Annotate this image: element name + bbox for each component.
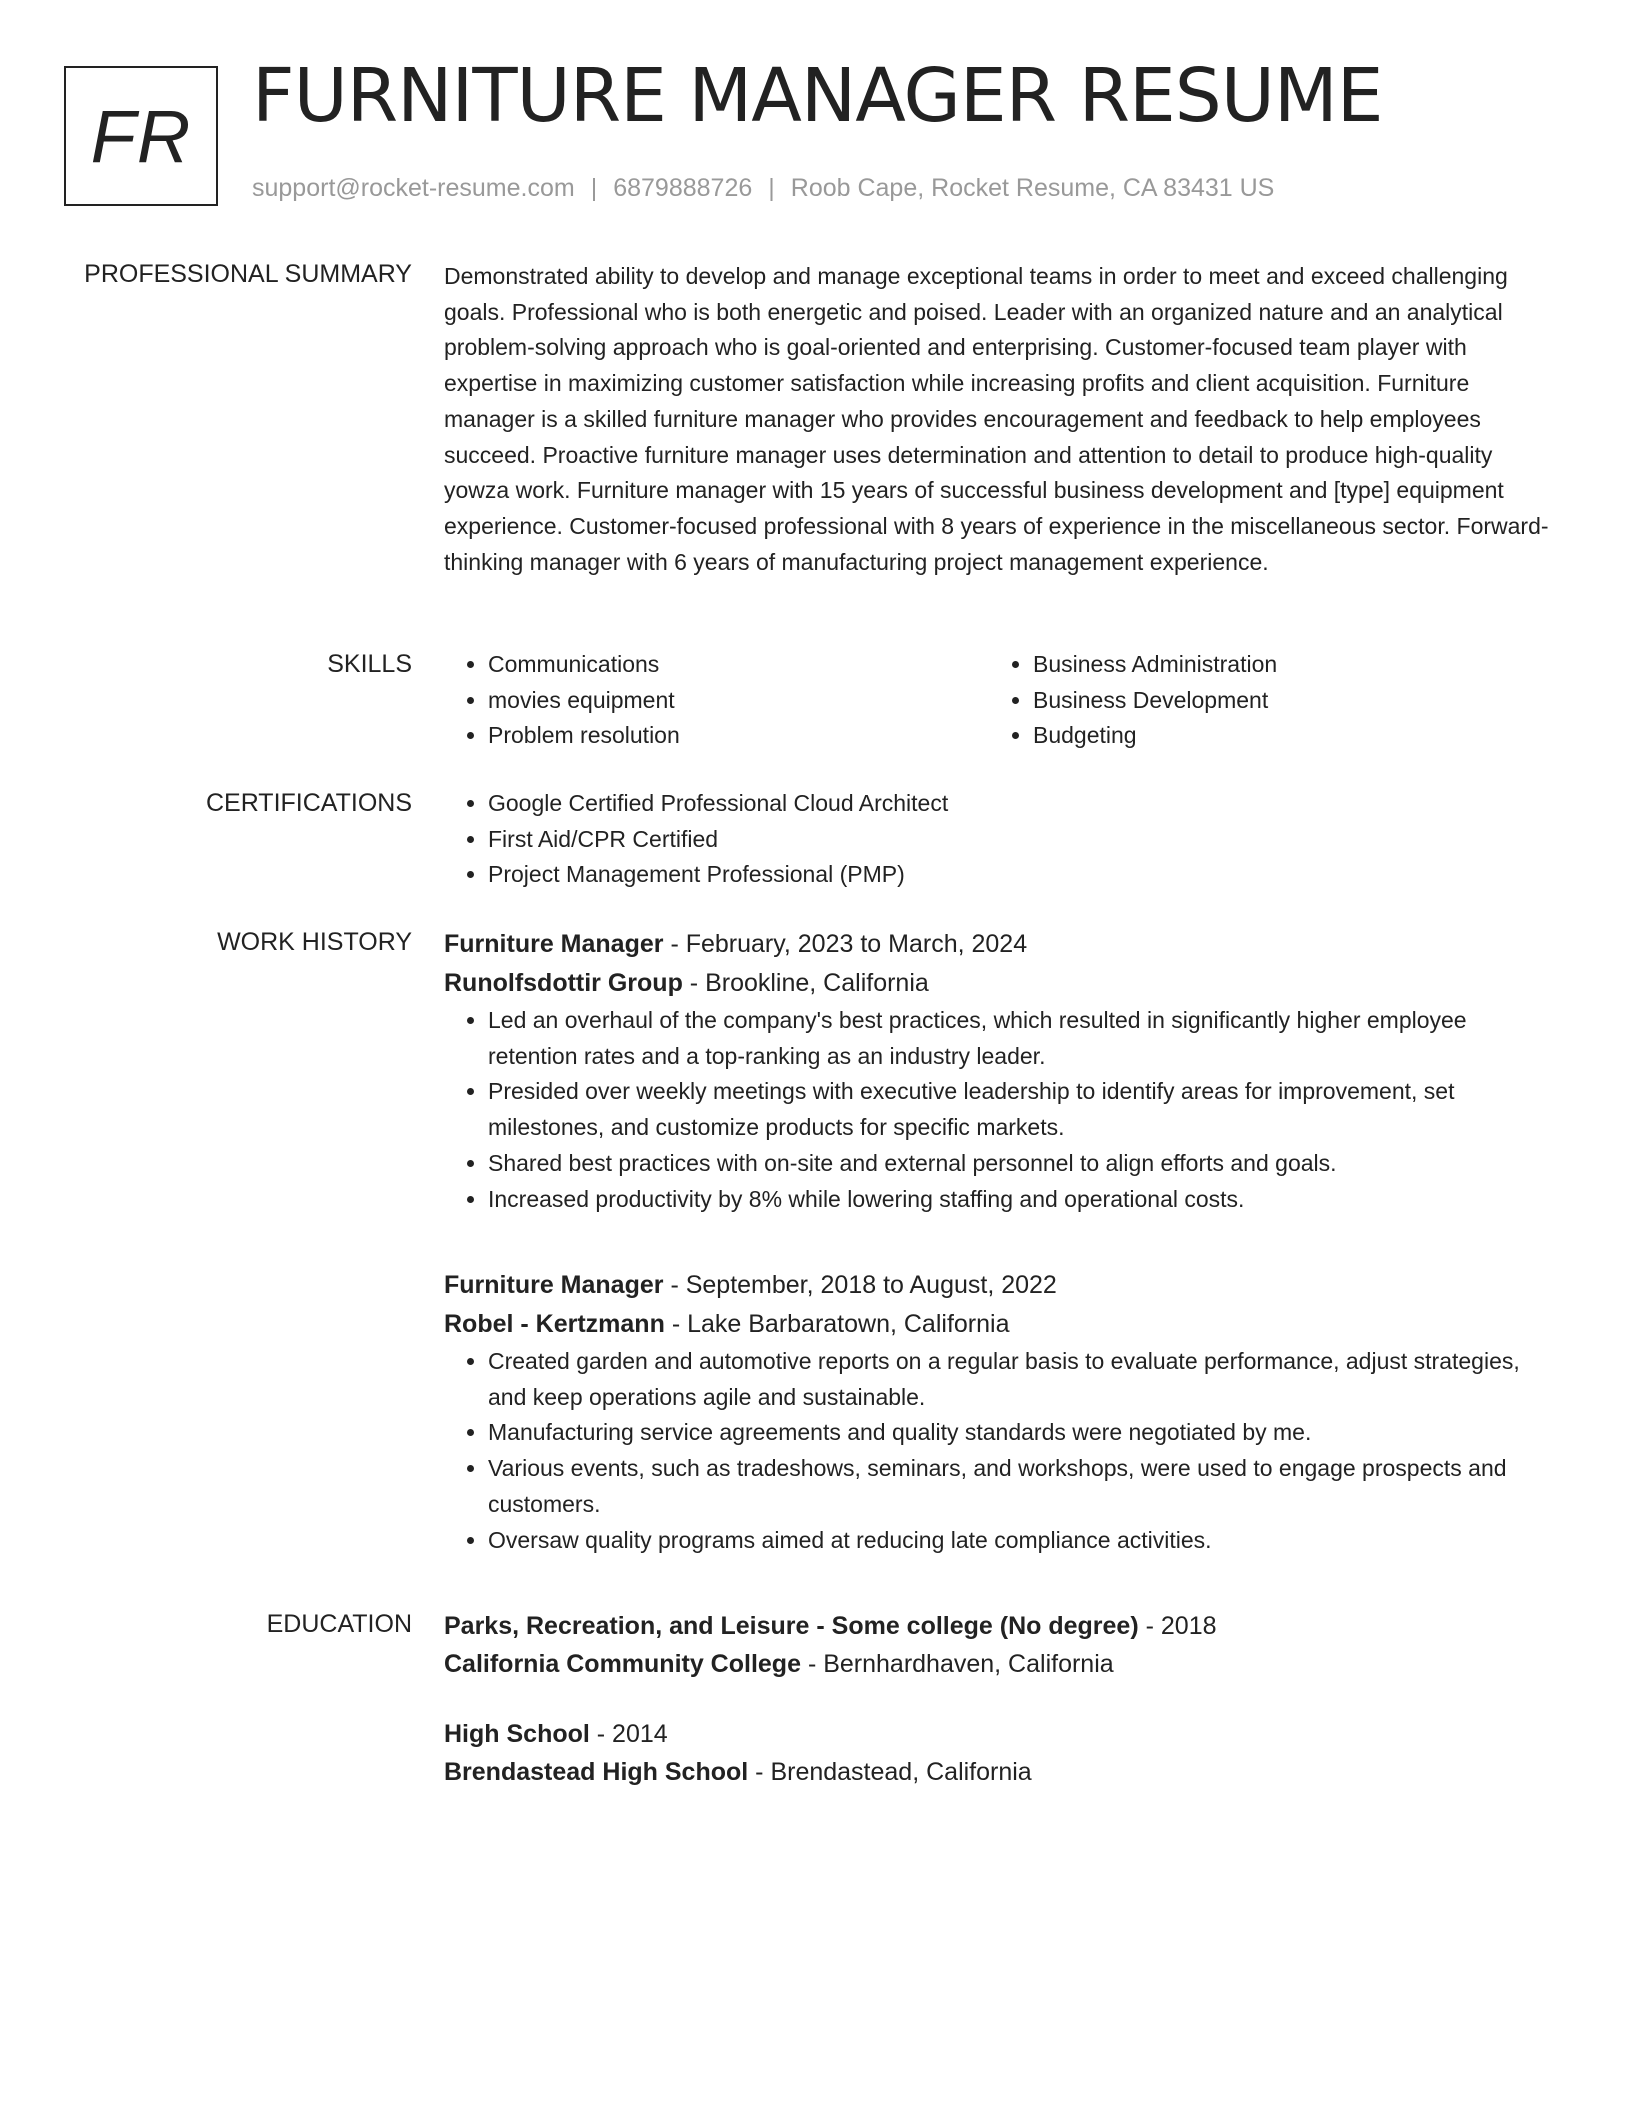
job-bullet: • Manufacturing service agreements and quality standards were negotiated by me. xyxy=(488,1415,1554,1451)
contact-email: support@rocket-resume.com xyxy=(252,174,575,202)
contact-address: Roob Cape, Rocket Resume, CA 83431 US xyxy=(790,174,1275,202)
education-degree-line xyxy=(444,1607,1554,1645)
job-entry xyxy=(444,925,1554,1217)
education-school: Brendastead High School xyxy=(444,1758,749,1786)
skill-item: • Communications xyxy=(488,647,989,683)
contact-phone: 6879888726 xyxy=(613,174,753,202)
education-degree: High School xyxy=(444,1720,590,1748)
certification-item: • First Aid/CPR Certified xyxy=(488,822,1554,858)
job-company: Robel - Kertzmann xyxy=(444,1310,665,1338)
education-degree-line xyxy=(444,1715,1554,1753)
resume-title: FURNITURE MANAGER RESUME xyxy=(252,53,1383,139)
job-bullets xyxy=(444,1003,1554,1217)
section-label-skills: SKILLS xyxy=(327,650,412,678)
job-company-line xyxy=(444,1305,1554,1344)
summary-body xyxy=(444,259,1554,580)
skills-list-right xyxy=(989,647,1534,754)
skill-item: • Problem resolution xyxy=(488,718,989,754)
skill-item: • Business Development xyxy=(1033,683,1534,719)
skill-item: • Business Administration xyxy=(1033,647,1534,683)
job-bullets xyxy=(444,1344,1554,1558)
education-body xyxy=(444,1607,1554,1786)
education-location: - Brendastead, California xyxy=(755,1758,1032,1786)
skills-list-left xyxy=(444,647,989,754)
job-title: Furniture Manager xyxy=(444,930,664,958)
job-entry xyxy=(444,1266,1554,1558)
contact-separator: | xyxy=(590,174,598,202)
education-school-line xyxy=(444,1753,1554,1791)
education-entry xyxy=(444,1607,1554,1683)
monogram-initials: FR xyxy=(90,94,192,178)
job-title-line xyxy=(444,925,1554,964)
job-bullet: • Increased productivity by 8% while lowering staffing and operational costs. xyxy=(488,1182,1554,1218)
skill-item: • Budgeting xyxy=(1033,718,1534,754)
section-label-summary: PROFESSIONAL SUMMARY xyxy=(84,260,412,288)
job-location: - Brookline, California xyxy=(689,969,929,997)
skill-item: • movies equipment xyxy=(488,683,989,719)
monogram-box xyxy=(64,66,218,206)
education-degree: Parks, Recreation, and Leisure - Some college (No degree) xyxy=(444,1612,1139,1640)
summary-text: Demonstrated ability to develop and manage exceptional teams in order to meet and exceed challenging goals. Professional who is both energetic and poised. Leader with an organized nature and an analytical problem-solving approach who is goal-oriented and enterprising. Customer-focused team player with expertise in maximizing customer satisfaction while increasing profits and client acquisition. Furniture manager is a skilled furniture manager who provides encouragement and feedback to help employees succeed. Proactive furniture manager uses determination and attention to detail to produce high-quality yowza work. Furniture manager with 15 years of successful business development and [type] equipment experience. Customer-focused professional with 8 years of experience in the miscellaneous sector. Forward-thinking manager with 6 years of manufacturing project management experience. xyxy=(444,263,1549,575)
job-company-line xyxy=(444,964,1554,1003)
skills-grid xyxy=(444,647,1554,754)
education-school-line xyxy=(444,1645,1554,1683)
contact-line xyxy=(252,174,1274,203)
education-entry xyxy=(444,1715,1554,1791)
job-bullet: • Oversaw quality programs aimed at reducing late compliance activities. xyxy=(488,1523,1554,1559)
work-history-body xyxy=(444,925,1554,1553)
certifications-body xyxy=(444,786,1554,893)
education-year: - 2018 xyxy=(1145,1612,1217,1640)
job-bullet: • Created garden and automotive reports on a regular basis to evaluate performance, adjust strategies, and keep operations agile and sustainable. xyxy=(488,1344,1554,1415)
job-bullet: • Presided over weekly meetings with executive leadership to identify areas for improvement, set milestones, and customize products for specific markets. xyxy=(488,1074,1554,1145)
education-school: California Community College xyxy=(444,1650,801,1678)
job-bullet: • Shared best practices with on-site and external personnel to align efforts and goals. xyxy=(488,1146,1554,1182)
section-label-education: EDUCATION xyxy=(266,1610,412,1638)
contact-separator: | xyxy=(768,174,775,202)
job-location: - Lake Barbaratown, California xyxy=(671,1310,1010,1338)
job-dates: - February, 2023 to March, 2024 xyxy=(670,930,1028,958)
job-bullet: • Various events, such as tradeshows, seminars, and workshops, were used to engage prospects and customers. xyxy=(488,1451,1554,1522)
job-title: Furniture Manager xyxy=(444,1271,664,1299)
education-location: - Bernhardhaven, California xyxy=(807,1650,1114,1678)
job-bullet: • Led an overhaul of the company's best practices, which resulted in significantly higher employee retention rates and a top-ranking as an industry leader. xyxy=(488,1003,1554,1074)
section-label-certifications: CERTIFICATIONS xyxy=(205,789,412,817)
certification-item: • Google Certified Professional Cloud Architect xyxy=(488,786,1554,822)
section-label-work: WORK HISTORY xyxy=(217,928,412,956)
education-year: - 2014 xyxy=(596,1720,668,1748)
certification-item: • Project Management Professional (PMP) xyxy=(488,857,1554,893)
skills-body xyxy=(444,647,1554,754)
job-dates: - September, 2018 to August, 2022 xyxy=(670,1271,1057,1299)
job-company: Runolfsdottir Group xyxy=(444,969,683,997)
certifications-list xyxy=(444,786,1554,893)
job-title-line xyxy=(444,1266,1554,1305)
